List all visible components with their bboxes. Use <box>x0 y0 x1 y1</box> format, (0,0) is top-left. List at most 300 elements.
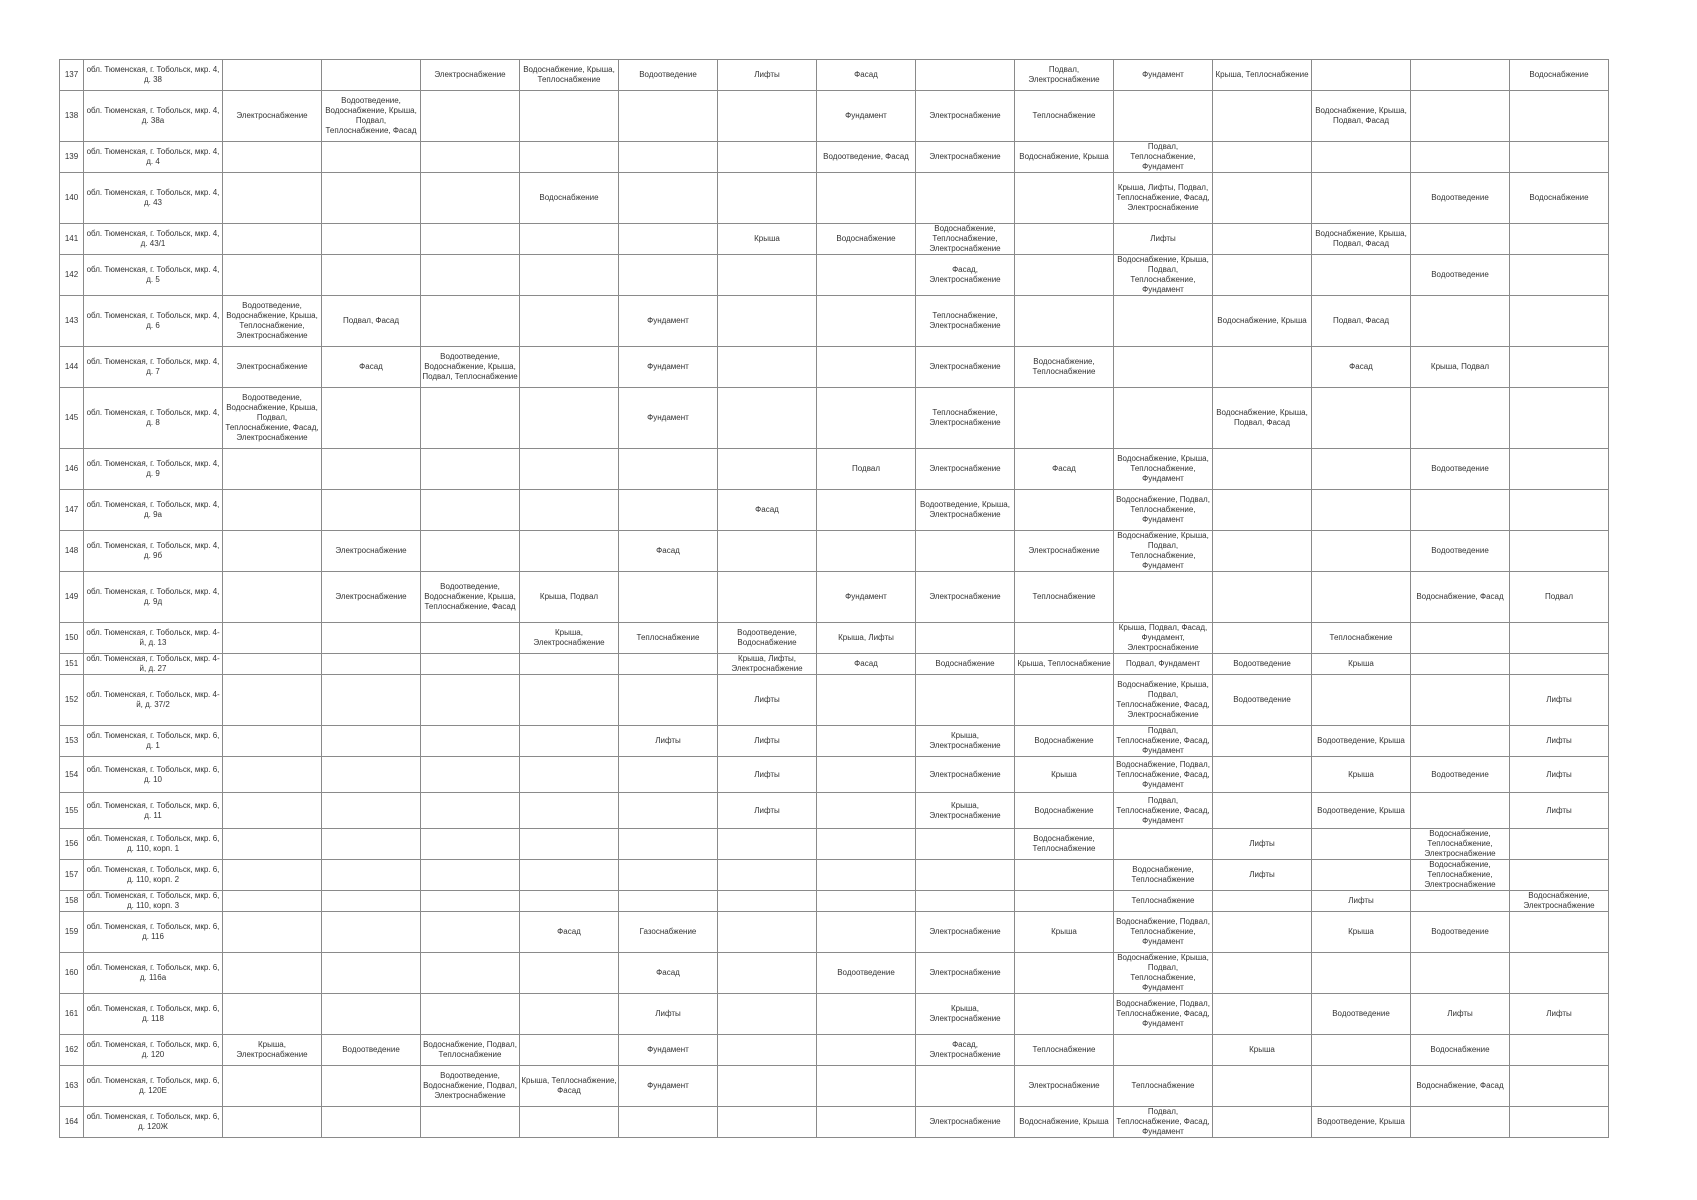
work-type-cell: Водоотведение <box>1213 675 1312 726</box>
work-type-cell <box>421 142 520 173</box>
address-cell: обл. Тюменская, г. Тобольск, мкр. 4, д. 6 <box>84 296 223 347</box>
work-type-cell: Водоотведение <box>1312 994 1411 1035</box>
work-type-cell <box>619 675 718 726</box>
work-type-cell: Водоотведение, Водоснабжение <box>718 623 817 654</box>
work-type-cell <box>421 829 520 860</box>
work-type-cell: Крыша, Лифты, Электроснабжение <box>718 654 817 675</box>
work-type-cell: Электроснабжение <box>322 572 421 623</box>
address-cell: обл. Тюменская, г. Тобольск, мкр. 4, д. 9д <box>84 572 223 623</box>
work-type-cell <box>520 1107 619 1138</box>
work-type-cell <box>1213 757 1312 793</box>
work-type-cell <box>520 388 619 449</box>
work-type-cell: Фасад <box>1312 347 1411 388</box>
work-type-cell: Крыша, Электроснабжение <box>916 994 1015 1035</box>
address-cell: обл. Тюменская, г. Тобольск, мкр. 6, д. 120 <box>84 1035 223 1066</box>
work-type-cell <box>619 793 718 829</box>
work-type-cell <box>1213 1066 1312 1107</box>
work-type-cell: Водоотведение <box>322 1035 421 1066</box>
work-type-cell <box>817 757 916 793</box>
work-type-cell <box>421 994 520 1035</box>
work-type-cell <box>619 757 718 793</box>
work-type-cell: Электроснабжение <box>916 912 1015 953</box>
work-type-cell: Электроснабжение <box>421 60 520 91</box>
work-type-cell <box>223 675 322 726</box>
work-type-cell <box>718 994 817 1035</box>
work-type-cell <box>322 994 421 1035</box>
work-type-cell <box>322 912 421 953</box>
work-type-cell: Водоотведение, Водоснабжение, Подвал, Электроснабжение <box>421 1066 520 1107</box>
work-type-cell: Лифты <box>1510 793 1609 829</box>
work-type-cell: Электроснабжение <box>1015 1066 1114 1107</box>
work-type-cell <box>322 793 421 829</box>
row-number-cell: 151 <box>60 654 84 675</box>
work-type-cell: Водоотведение <box>1411 531 1510 572</box>
work-type-cell <box>421 912 520 953</box>
work-type-cell: Водоснабжение, Подвал, Теплоснабжение <box>421 1035 520 1066</box>
work-type-cell <box>223 726 322 757</box>
work-type-cell: Электроснабжение <box>1015 531 1114 572</box>
work-type-cell: Лифты <box>1213 860 1312 891</box>
work-type-cell <box>1312 572 1411 623</box>
work-type-cell: Водоснабжение <box>1411 1035 1510 1066</box>
work-type-cell <box>322 757 421 793</box>
table-row <box>60 912 1609 953</box>
work-type-cell <box>421 654 520 675</box>
work-type-cell <box>1015 994 1114 1035</box>
work-type-cell <box>817 296 916 347</box>
work-type-cell <box>1312 388 1411 449</box>
work-type-cell: Водоснабжение, Теплоснабжение <box>1114 860 1213 891</box>
table-row <box>60 91 1609 142</box>
work-type-cell <box>817 255 916 296</box>
work-type-cell <box>1510 91 1609 142</box>
address-cell: обл. Тюменская, г. Тобольск, мкр. 4, д. 43 <box>84 173 223 224</box>
work-type-cell: Крыша, Электроснабжение <box>916 726 1015 757</box>
work-type-cell <box>322 860 421 891</box>
work-type-cell <box>1411 623 1510 654</box>
work-type-cell <box>223 255 322 296</box>
work-type-cell: Водоснабжение, Электроснабжение <box>1510 891 1609 912</box>
work-type-cell: Водоотведение, Фасад <box>817 142 916 173</box>
work-type-cell <box>817 860 916 891</box>
row-number-cell: 162 <box>60 1035 84 1066</box>
work-type-cell: Лифты <box>1114 224 1213 255</box>
work-type-cell <box>322 255 421 296</box>
work-type-cell <box>1213 91 1312 142</box>
work-type-cell <box>1411 142 1510 173</box>
table-row <box>60 142 1609 173</box>
work-type-cell <box>817 388 916 449</box>
work-type-cell <box>916 829 1015 860</box>
work-type-cell <box>619 255 718 296</box>
row-number-cell: 137 <box>60 60 84 91</box>
work-type-cell: Фундамент <box>817 91 916 142</box>
work-type-cell <box>520 726 619 757</box>
work-type-cell: Фасад <box>322 347 421 388</box>
work-type-cell: Фундамент <box>1114 60 1213 91</box>
work-type-cell <box>1411 953 1510 994</box>
work-type-cell: Водоотведение <box>1411 757 1510 793</box>
work-type-cell <box>1411 296 1510 347</box>
row-number-cell: 150 <box>60 623 84 654</box>
work-type-cell: Водоснабжение, Крыша, Подвал, Фасад <box>1312 91 1411 142</box>
work-type-cell <box>1312 829 1411 860</box>
work-type-cell: Водоотведение, Крыша, Электроснабжение <box>916 490 1015 531</box>
work-type-cell <box>1510 255 1609 296</box>
table-row <box>60 860 1609 891</box>
work-type-cell <box>520 296 619 347</box>
work-type-cell: Крыша, Электроснабжение <box>916 793 1015 829</box>
work-type-cell <box>916 860 1015 891</box>
work-type-cell <box>1213 255 1312 296</box>
work-type-cell: Крыша <box>1312 912 1411 953</box>
work-type-cell: Крыша, Подвал <box>1411 347 1510 388</box>
work-type-cell <box>520 675 619 726</box>
work-type-cell <box>421 1107 520 1138</box>
work-type-cell <box>322 224 421 255</box>
work-type-cell: Крыша, Лифты, Подвал, Теплоснабжение, Фасад, Электроснабжение <box>1114 173 1213 224</box>
work-type-cell <box>817 490 916 531</box>
work-type-cell <box>322 388 421 449</box>
work-type-cell: Крыша <box>1312 757 1411 793</box>
work-type-cell: Водоснабжение, Крыша, Теплоснабжение, Фундамент <box>1114 449 1213 490</box>
work-type-cell <box>322 829 421 860</box>
work-type-cell: Фасад <box>619 953 718 994</box>
work-type-cell <box>1510 449 1609 490</box>
work-type-cell: Электроснабжение <box>322 531 421 572</box>
work-type-cell <box>718 860 817 891</box>
work-type-cell: Электроснабжение <box>916 91 1015 142</box>
work-type-cell <box>718 572 817 623</box>
work-type-cell <box>1213 490 1312 531</box>
work-type-cell <box>1510 490 1609 531</box>
work-type-cell <box>718 1066 817 1107</box>
work-type-cell <box>1015 173 1114 224</box>
work-type-cell <box>520 953 619 994</box>
work-type-cell <box>718 173 817 224</box>
work-type-cell: Теплоснабжение <box>1114 1066 1213 1107</box>
table-row <box>60 224 1609 255</box>
work-type-cell <box>1312 953 1411 994</box>
work-type-cell <box>1015 623 1114 654</box>
work-type-cell: Водоснабжение <box>1510 173 1609 224</box>
table-row <box>60 388 1609 449</box>
work-type-cell <box>1015 224 1114 255</box>
work-type-cell <box>1411 793 1510 829</box>
work-type-cell <box>1411 891 1510 912</box>
work-type-cell <box>421 757 520 793</box>
table-row <box>60 623 1609 654</box>
work-type-cell <box>421 91 520 142</box>
work-type-cell <box>916 675 1015 726</box>
work-type-cell <box>1213 572 1312 623</box>
work-type-cell: Электроснабжение <box>916 1107 1015 1138</box>
work-type-cell <box>322 953 421 994</box>
work-type-cell <box>718 891 817 912</box>
work-type-cell <box>1015 490 1114 531</box>
work-type-cell: Фундамент <box>619 296 718 347</box>
work-type-cell: Водоотведение <box>1411 255 1510 296</box>
table-row <box>60 675 1609 726</box>
work-type-cell <box>1015 255 1114 296</box>
work-type-cell <box>223 490 322 531</box>
work-type-cell <box>1312 531 1411 572</box>
address-cell: обл. Тюменская, г. Тобольск, мкр. 6, д. 116а <box>84 953 223 994</box>
work-type-cell <box>718 1107 817 1138</box>
work-type-cell <box>1015 388 1114 449</box>
work-type-cell: Теплоснабжение <box>619 623 718 654</box>
address-cell: обл. Тюменская, г. Тобольск, мкр. 6, д. 120Ж <box>84 1107 223 1138</box>
table-body <box>60 60 1609 1138</box>
work-type-cell <box>1411 490 1510 531</box>
work-type-cell <box>1312 1066 1411 1107</box>
work-type-cell: Теплоснабжение, Электроснабжение <box>916 296 1015 347</box>
work-type-cell: Водоснабжение, Теплоснабжение <box>1015 829 1114 860</box>
work-type-cell: Теплоснабжение <box>1015 572 1114 623</box>
work-type-cell: Крыша <box>718 224 817 255</box>
work-type-cell <box>817 891 916 912</box>
work-type-cell: Водоотведение, Крыша <box>1312 793 1411 829</box>
work-type-cell <box>223 891 322 912</box>
work-type-cell: Водоснабжение <box>1015 726 1114 757</box>
work-type-cell: Электроснабжение <box>223 91 322 142</box>
work-type-cell <box>322 490 421 531</box>
work-type-cell <box>520 255 619 296</box>
address-cell: обл. Тюменская, г. Тобольск, мкр. 6, д. 1 <box>84 726 223 757</box>
work-type-cell: Крыша, Лифты <box>817 623 916 654</box>
work-type-cell: Водоснабжение, Крыша <box>1015 1107 1114 1138</box>
work-type-cell <box>817 912 916 953</box>
table-row <box>60 953 1609 994</box>
work-type-cell: Подвал, Фундамент <box>1114 654 1213 675</box>
row-number-cell: 138 <box>60 91 84 142</box>
work-type-cell: Крыша <box>1015 757 1114 793</box>
row-number-cell: 163 <box>60 1066 84 1107</box>
work-type-cell <box>1213 1107 1312 1138</box>
work-type-cell <box>718 953 817 994</box>
work-type-cell <box>817 726 916 757</box>
work-type-cell <box>1411 60 1510 91</box>
work-type-cell: Водоснабжение <box>1510 60 1609 91</box>
work-type-cell <box>1114 1035 1213 1066</box>
work-type-cell <box>1510 1107 1609 1138</box>
work-type-cell <box>520 757 619 793</box>
work-type-cell <box>520 654 619 675</box>
work-type-cell <box>322 1107 421 1138</box>
work-type-cell <box>421 623 520 654</box>
row-number-cell: 154 <box>60 757 84 793</box>
row-number-cell: 155 <box>60 793 84 829</box>
work-type-cell: Водоснабжение, Крыша, Подвал, Фасад <box>1213 388 1312 449</box>
work-type-cell <box>1510 912 1609 953</box>
work-type-cell <box>1213 531 1312 572</box>
work-type-cell <box>223 173 322 224</box>
work-type-cell: Водоотведение <box>1411 449 1510 490</box>
table-row <box>60 531 1609 572</box>
work-type-cell: Подвал <box>817 449 916 490</box>
row-number-cell: 145 <box>60 388 84 449</box>
work-type-cell: Водоотведение, Водоснабжение, Крыша, Подвал, Теплоснабжение, Фасад, Электроснабжение <box>223 388 322 449</box>
row-number-cell: 147 <box>60 490 84 531</box>
table-row <box>60 347 1609 388</box>
work-type-cell <box>223 654 322 675</box>
work-type-cell: Фасад <box>619 531 718 572</box>
address-cell: обл. Тюменская, г. Тобольск, мкр. 4, д. 38а <box>84 91 223 142</box>
work-type-cell: Крыша, Теплоснабжение <box>1015 654 1114 675</box>
work-type-cell: Фундамент <box>619 1066 718 1107</box>
work-type-cell: Лифты <box>619 994 718 1035</box>
work-type-cell <box>718 296 817 347</box>
work-type-cell: Фасад, Электроснабжение <box>916 1035 1015 1066</box>
work-type-cell: Водоснабжение, Крыша, Теплоснабжение <box>520 60 619 91</box>
address-cell: обл. Тюменская, г. Тобольск, мкр. 4, д. 4 <box>84 142 223 173</box>
address-cell: обл. Тюменская, г. Тобольск, мкр. 4, д. 9б <box>84 531 223 572</box>
work-type-cell <box>718 255 817 296</box>
work-type-cell <box>322 654 421 675</box>
address-cell: обл. Тюменская, г. Тобольск, мкр. 6, д. 10 <box>84 757 223 793</box>
work-type-cell: Водоотведение <box>619 60 718 91</box>
work-type-cell <box>1510 1066 1609 1107</box>
table-row <box>60 173 1609 224</box>
work-type-cell <box>619 572 718 623</box>
work-type-cell: Электроснабжение <box>916 953 1015 994</box>
work-type-cell <box>1213 142 1312 173</box>
work-type-cell <box>1213 891 1312 912</box>
work-type-cell <box>1312 449 1411 490</box>
table-row <box>60 1035 1609 1066</box>
row-number-cell: 156 <box>60 829 84 860</box>
work-type-cell: Водоснабжение, Теплоснабжение, Электроснабжение <box>916 224 1015 255</box>
table-row <box>60 572 1609 623</box>
work-type-cell <box>817 1035 916 1066</box>
address-cell: обл. Тюменская, г. Тобольск, мкр. 6, д. 110, корп. 1 <box>84 829 223 860</box>
work-type-cell <box>520 793 619 829</box>
table-row <box>60 793 1609 829</box>
work-type-cell <box>1114 91 1213 142</box>
address-cell: обл. Тюменская, г. Тобольск, мкр. 6, д. 110, корп. 2 <box>84 860 223 891</box>
work-type-cell <box>1312 255 1411 296</box>
work-type-cell <box>1510 829 1609 860</box>
work-type-cell: Водоотведение, Крыша <box>1312 726 1411 757</box>
work-type-cell: Водоснабжение, Крыша, Подвал, Фасад <box>1312 224 1411 255</box>
work-type-cell <box>1510 347 1609 388</box>
work-type-cell: Лифты <box>718 60 817 91</box>
work-type-cell <box>1114 829 1213 860</box>
work-type-cell <box>322 675 421 726</box>
work-type-cell <box>1411 91 1510 142</box>
work-type-cell <box>619 891 718 912</box>
work-type-cell: Водоснабжение, Крыша <box>1213 296 1312 347</box>
work-type-cell <box>1312 860 1411 891</box>
address-cell: обл. Тюменская, г. Тобольск, мкр. 4-й, д. 37/2 <box>84 675 223 726</box>
work-type-cell <box>421 449 520 490</box>
work-type-cell: Фасад <box>718 490 817 531</box>
work-type-cell: Водоотведение, Крыша <box>1312 1107 1411 1138</box>
work-type-cell <box>520 994 619 1035</box>
work-type-cell <box>1213 449 1312 490</box>
row-number-cell: 148 <box>60 531 84 572</box>
work-type-cell <box>1411 726 1510 757</box>
work-type-cell: Водоотведение, Водоснабжение, Крыша, Подвал, Теплоснабжение <box>421 347 520 388</box>
work-type-cell <box>322 449 421 490</box>
work-type-cell <box>916 891 1015 912</box>
work-type-cell <box>223 1107 322 1138</box>
address-cell: обл. Тюменская, г. Тобольск, мкр. 6, д. 110, корп. 3 <box>84 891 223 912</box>
work-type-cell: Теплоснабжение, Электроснабжение <box>916 388 1015 449</box>
work-type-cell <box>520 490 619 531</box>
address-cell: обл. Тюменская, г. Тобольск, мкр. 4, д. 7 <box>84 347 223 388</box>
table-row <box>60 1107 1609 1138</box>
work-type-cell <box>718 449 817 490</box>
work-type-cell: Лифты <box>1312 891 1411 912</box>
work-type-cell <box>1411 388 1510 449</box>
row-number-cell: 164 <box>60 1107 84 1138</box>
work-type-cell: Фасад <box>520 912 619 953</box>
work-type-cell <box>1312 142 1411 173</box>
work-type-cell <box>322 1066 421 1107</box>
work-type-cell: Теплоснабжение <box>1015 1035 1114 1066</box>
work-type-cell <box>718 142 817 173</box>
work-type-cell: Водоснабжение, Крыша, Подвал, Теплоснабжение, Фундамент <box>1114 953 1213 994</box>
address-cell: обл. Тюменская, г. Тобольск, мкр. 4, д. 8 <box>84 388 223 449</box>
work-type-cell: Водоотведение <box>1213 654 1312 675</box>
table-row <box>60 726 1609 757</box>
work-type-cell <box>1213 347 1312 388</box>
work-type-cell <box>322 60 421 91</box>
work-type-cell <box>718 1035 817 1066</box>
work-type-cell <box>223 572 322 623</box>
work-type-cell: Газоснабжение <box>619 912 718 953</box>
work-type-cell <box>1015 296 1114 347</box>
work-type-cell <box>421 255 520 296</box>
work-type-cell: Лифты <box>1411 994 1510 1035</box>
work-type-cell <box>421 793 520 829</box>
work-type-cell <box>1114 388 1213 449</box>
work-type-cell: Электроснабжение <box>223 347 322 388</box>
row-number-cell: 157 <box>60 860 84 891</box>
work-type-cell <box>1510 860 1609 891</box>
work-type-cell: Подвал, Теплоснабжение, Фундамент <box>1114 142 1213 173</box>
work-type-cell <box>223 994 322 1035</box>
work-type-cell: Крыша, Электроснабжение <box>223 1035 322 1066</box>
work-type-cell: Подвал, Теплоснабжение, Фасад, Фундамент <box>1114 726 1213 757</box>
work-type-cell <box>520 531 619 572</box>
work-type-cell <box>520 860 619 891</box>
work-type-cell <box>520 1035 619 1066</box>
work-type-cell: Водоснабжение, Теплоснабжение <box>1015 347 1114 388</box>
work-type-cell: Крыша, Теплоснабжение, Фасад <box>520 1066 619 1107</box>
table-row <box>60 654 1609 675</box>
work-type-cell <box>1312 60 1411 91</box>
work-type-cell <box>1510 224 1609 255</box>
work-type-cell <box>916 60 1015 91</box>
work-type-cell <box>817 994 916 1035</box>
address-cell: обл. Тюменская, г. Тобольск, мкр. 4-й, д. 13 <box>84 623 223 654</box>
work-type-cell: Фундамент <box>619 388 718 449</box>
work-type-cell <box>1411 675 1510 726</box>
work-type-cell <box>1213 623 1312 654</box>
work-type-cell <box>718 829 817 860</box>
work-type-cell: Лифты <box>718 726 817 757</box>
work-type-cell <box>817 1066 916 1107</box>
work-type-cell <box>322 173 421 224</box>
work-type-cell <box>1114 296 1213 347</box>
work-type-cell <box>223 531 322 572</box>
work-type-cell: Подвал <box>1510 572 1609 623</box>
work-type-cell <box>619 860 718 891</box>
work-type-cell <box>520 829 619 860</box>
work-type-cell <box>1510 531 1609 572</box>
